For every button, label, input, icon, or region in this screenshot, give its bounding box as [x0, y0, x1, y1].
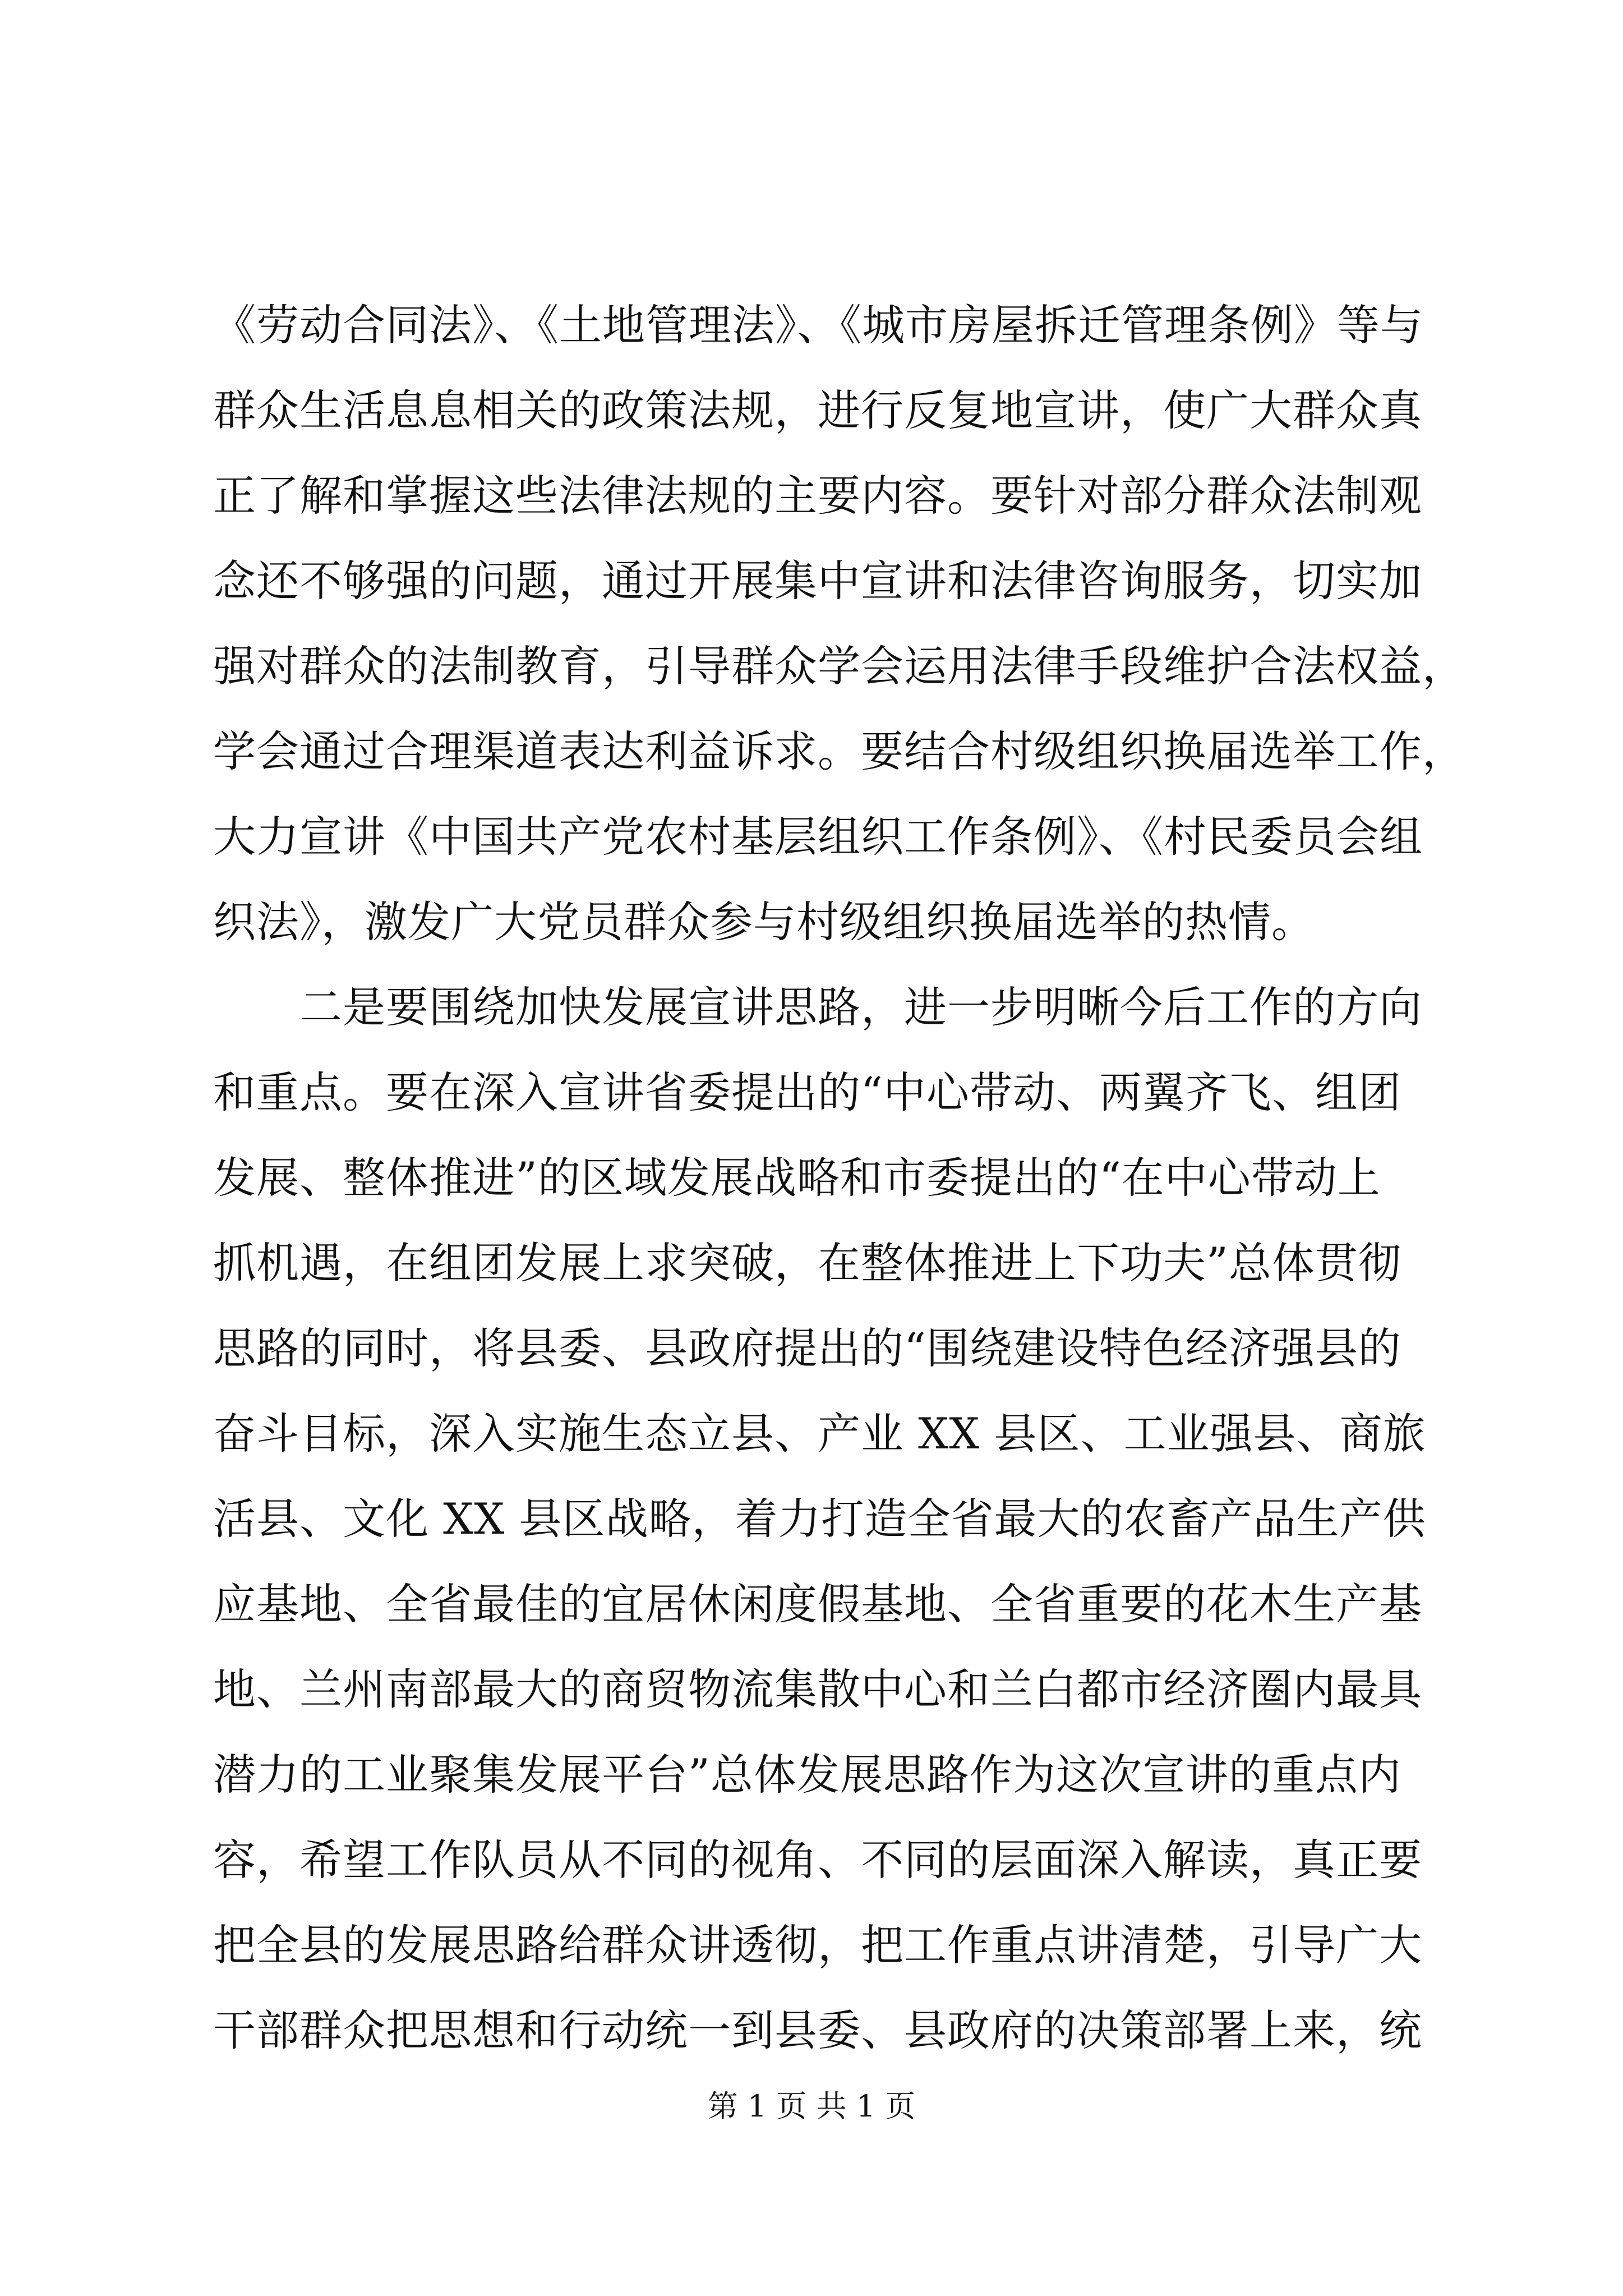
- text-line: 发展、整体推进”的区域发展战略和市委提出的“在中心带动上: [213, 1153, 1381, 1203]
- text-line: 和重点。要在深入宣讲省委提出的“中心带动、两翼齐飞、组团: [213, 1068, 1401, 1117]
- text-line: 潜力的工业聚集发展平台”总体发展思路作为这次宣讲的重点内: [213, 1750, 1401, 1800]
- text-line: 大力宣讲《中国共产党农村基层组织工作条例》、《村民委员会组: [213, 812, 1423, 862]
- paragraph-start-line: 二是要围绕加快发展宣讲思路，进一步明晰今后工作的方向: [213, 982, 1422, 1032]
- text-line: 地、兰州南部最大的商贸物流集散中心和兰白都市经济圈内最具: [213, 1664, 1422, 1714]
- text-line: 正了解和掌握这些法律法规的主要内容。要针对部分群众法制观: [213, 471, 1422, 521]
- text-line: 奋斗目标，深入实施生态立县、产业 XX 县区、工业强县、商旅: [213, 1409, 1426, 1458]
- text-line: 织法》，激发广大党员群众参与村级组织换届选举的热情。: [213, 897, 1315, 947]
- text-line: 《劳动合同法》、《土地管理法》、《城市房屋拆迁管理条例》等与: [213, 300, 1423, 350]
- page-number-footer: 第 1 页 共 1 页: [707, 2088, 916, 2124]
- text-line: 应基地、全省最佳的宜居休闲度假基地、全省重要的花木生产基: [213, 1579, 1422, 1629]
- text-line: 群众生活息息相关的政策法规，进行反复地宣讲，使广大群众真: [213, 385, 1422, 435]
- text-line: 干部群众把思想和行动统一到县委、县政府的决策部署上来，统: [213, 2005, 1422, 2055]
- text-line: 活县、文化 XX 县区战略，着力打造全省最大的农畜产品生产供: [213, 1494, 1426, 1544]
- text-line: 抓机遇，在组团发展上求突破，在整体推进上下功夫”总体贯彻: [213, 1238, 1401, 1288]
- text-line: 把全县的发展思路给群众讲透彻，把工作重点讲清楚，引导广大: [213, 1920, 1422, 1970]
- text-line: 念还不够强的问题，通过开展集中宣讲和法律咨询服务，切实加: [213, 556, 1422, 606]
- text-line: 学会通过合理渠道表达利益诉求。要结合村级组织换届选举工作，: [213, 726, 1465, 776]
- text-line: 容，希望工作队员从不同的视角、不同的层面深入解读，真正要: [213, 1835, 1422, 1885]
- text-line: 强对群众的法制教育，引导群众学会运用法律手段维护合法权益，: [213, 641, 1465, 691]
- text-line: 思路的同时，将县委、县政府提出的“围绕建设特色经济强县的: [213, 1323, 1401, 1373]
